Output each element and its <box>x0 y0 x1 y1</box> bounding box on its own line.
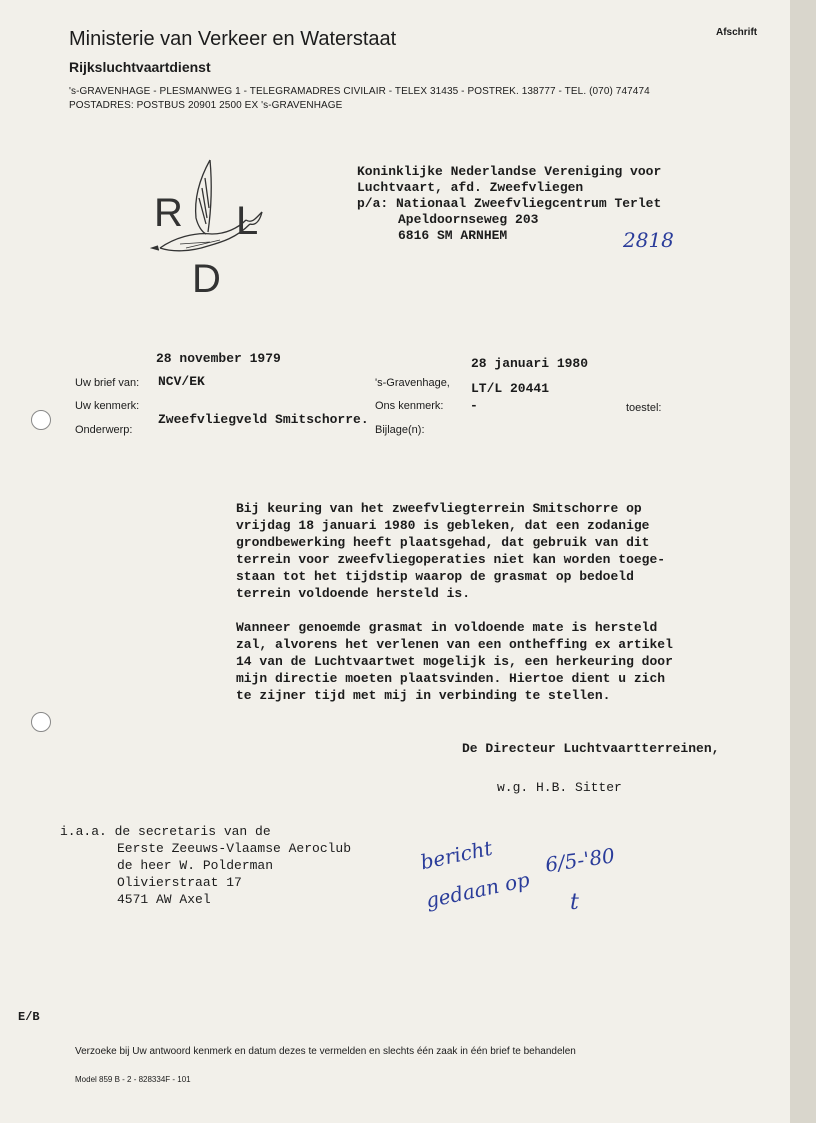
body-line: Bij keuring van het zweefvliegterrein Smitschorre op <box>236 501 642 516</box>
logo-letter-d: D <box>192 257 221 298</box>
body-line: terrein voor zweefvliegoperaties niet kan worden toege- <box>236 552 666 567</box>
service-name: Rijksluchtvaartdienst <box>69 59 211 75</box>
recipient-line: Luchtvaart, afd. Zweefvliegen <box>357 180 584 195</box>
their-letter-ref: NCV/EK <box>158 374 205 389</box>
handwritten-note-date: 6/5-'80 <box>543 843 617 877</box>
cc-line: Eerste Zeeuws-Vlaamse Aeroclub <box>117 841 352 856</box>
cc-line: 4571 AW Axel <box>117 892 211 907</box>
body-line: terrein voldoende hersteld is. <box>236 586 471 601</box>
recipient-line: Koninklijke Nederlandse Vereniging voor <box>357 164 662 179</box>
attachments-label: Bijlage(n): <box>375 424 425 436</box>
footer-notice: Verzoeke bij Uw antwoord kenmerk en datum dezes te vermelden en slechts één zaak in één brief te behandelen <box>75 1046 576 1057</box>
attachments-value: - <box>470 398 478 413</box>
cc-line: i.a.a. de secretaris van de <box>60 824 271 839</box>
handwritten-note-line2: gedaan op <box>423 867 532 913</box>
place-label: 's-Gravenhage, <box>375 377 450 389</box>
signature-name: w.g. H.B. Sitter <box>497 780 622 795</box>
rld-logo <box>150 148 270 303</box>
their-ref-label: Uw kenmerk: <box>75 400 140 412</box>
body-line: grondbewerking heeft plaatsgehad, dat gebruik van dit <box>236 535 650 550</box>
body-line: vrijdag 18 januari 1980 is gebleken, dat een zodanige <box>236 518 650 533</box>
body-line: te zijner tijd met mij in verbinding te stellen. <box>236 688 611 703</box>
handwritten-number: 2818 <box>623 228 674 252</box>
handwritten-note-line1: bericht <box>418 835 495 875</box>
logo-letter-r: R <box>154 191 183 235</box>
our-ref-label: Ons kenmerk: <box>375 400 444 412</box>
letter-date: 28 januari 1980 <box>471 356 589 371</box>
signature-title: De Directeur Luchtvaartterreinen, <box>462 741 720 756</box>
cc-line: Olivierstraat 17 <box>117 875 242 890</box>
subject-label: Onderwerp: <box>75 424 133 436</box>
punch-hole <box>31 712 51 732</box>
address-line-1: 's-GRAVENHAGE - PLESMANWEG 1 - TELEGRAMADRES CIVILAIR - TELEX 31435 - POSTREK. 138777 - TEL. (070) 747474 <box>69 86 650 97</box>
copy-mark: Afschrift <box>716 27 758 38</box>
recipient-line: Apeldoornseweg 203 <box>398 212 539 227</box>
body-line: Wanneer genoemde grasmat in voldoende mate is hersteld <box>236 620 658 635</box>
body-line: mijn directie moeten plaatsvinden. Hiertoe dient u zich <box>236 671 666 686</box>
recipient-line: 6816 SM ARNHEM <box>398 228 508 243</box>
body-line: zal, alvorens het verlenen van een ontheffing ex artikel <box>236 637 673 652</box>
address-line-2: POSTADRES: POSTBUS 20901 2500 EX 's-GRAVENHAGE <box>69 100 343 111</box>
subject-value: Zweefvliegveld Smitschorre. <box>158 412 369 427</box>
ministry-name: Ministerie van Verkeer en Waterstaat <box>69 28 397 50</box>
our-ref-value: LT/L 20441 <box>471 381 550 396</box>
body-line: staan tot het tijdstip waarop de grasmat op bedoeld <box>236 569 634 584</box>
body-line: 14 van de Luchtvaartwet mogelijk is, een herkeuring door <box>236 654 673 669</box>
their-letter-date: 28 november 1979 <box>156 351 281 366</box>
form-model-number: Model 859 B - 2 - 828334F - 101 <box>75 1075 191 1084</box>
phone-label: toestel: <box>626 402 662 414</box>
handwritten-initial: t <box>570 890 579 915</box>
punch-hole <box>31 410 51 430</box>
typist-initials: E/B <box>18 1010 40 1024</box>
recipient-line: p/a: Nationaal Zweefvliegcentrum Terlet <box>357 196 662 211</box>
their-letter-label: Uw brief van: <box>75 377 140 389</box>
cc-line: de heer W. Polderman <box>117 858 274 873</box>
logo-letter-l: L <box>236 199 259 243</box>
